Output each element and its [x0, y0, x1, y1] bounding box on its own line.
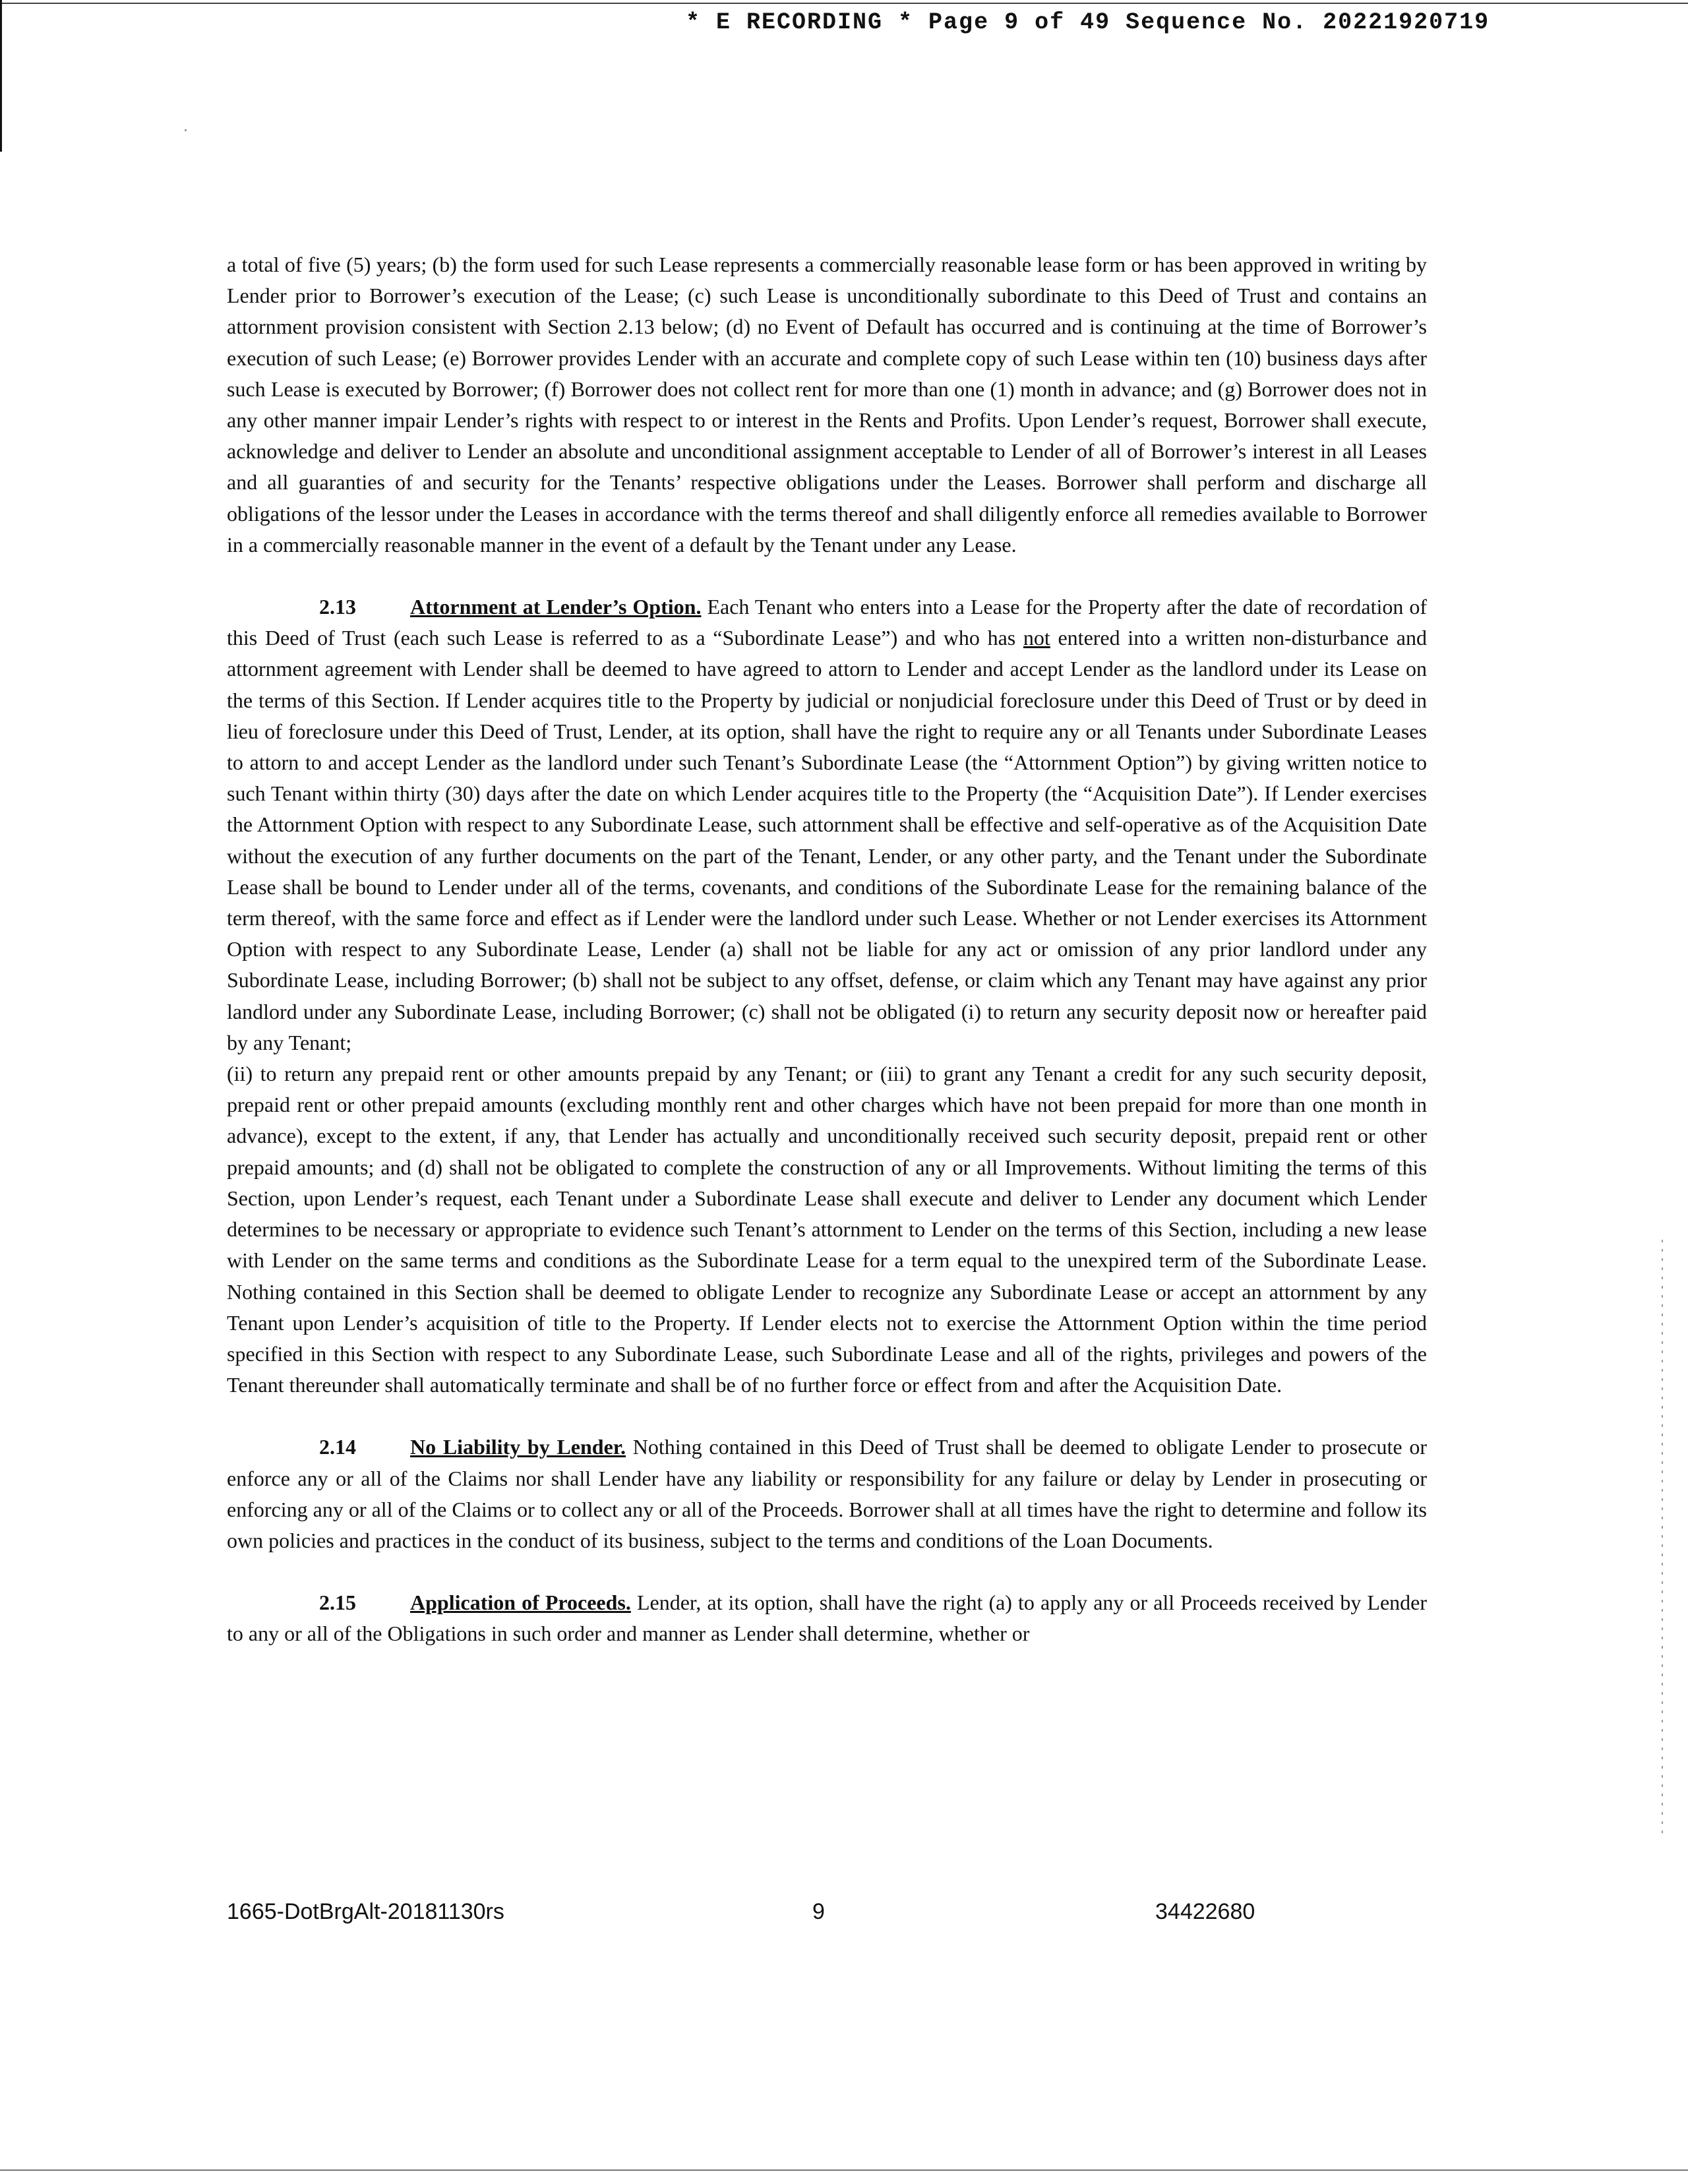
section-number: 2.15 — [319, 1591, 356, 1615]
section-2-15 — [227, 1587, 1427, 1649]
section-title: Attornment at Lender’s Option. — [410, 595, 702, 619]
recording-header: * E RECORDING * Page 9 of 49 Sequence No. 20221920719 — [686, 9, 1490, 36]
section-2-13 — [227, 592, 1427, 1058]
left-scan-edge — [0, 0, 2, 152]
section-text: Lender, at its option, shall have the right (a) to apply any or all Proceeds received by Lender to any or all of the Obligations in such order and manner as Lender shall determine, whether or — [227, 1591, 1428, 1646]
intro-paragraph: a total of five (5) years; (b) the form used for such Lease represents a commercially reasonable lease form or has been approved in writing by Lender prior to Borrower’s execution of the Lease; (c) such Lease is unconditionally subordinate to this Deed of Trust and contains an attornment provision consistent with Section 2.13 below; (d) no Event of Default has occurred and is continuing at the time of Borrower’s execution of such Lease; (e) Borrower provides Lender with an accurate and complete copy of such Lease within ten (10) business days after such Lease is executed by Borrower; (f) Borrower does not collect rent for more than one (1) month in advance; and (g) Borrower does not in any other manner impair Lender’s rights with respect to or interest in the Rents and Profits. Upon Lender’s request, Borrower shall execute, acknowledge and deliver to Lender an absolute and unconditional assignment acceptable to Lender of all of Borrower’s interest in all Leases and all guaranties of and security for the Tenants’ respective obligations under the Leases. Borrower shall perform and discharge all obligations of the lessor under the Leases in accordance with the terms thereof and shall diligently enforce all remedies available to Borrower in a commercially reasonable manner in the event of a default by the Tenant under any Lease. — [227, 253, 1427, 557]
section-2-13-continuation: (ii) to return any prepaid rent or other amounts prepaid by any Tenant; or (iii) to grant any Tenant a credit for any such security deposit, prepaid rent or other prepaid amounts (excluding monthly rent and other charges which have not been prepaid for more than one month in advance), except to the extent, if any, that Lender has actually and unconditionally received such security deposit, prepaid rent or other prepaid amounts; and (d) shall not be obligated to complete the construction of any or all Improvements. Without limiting the terms of this Section, upon Lender’s request, each Tenant under a Subordinate Lease shall execute and deliver to Lender any document which Lender determines to be necessary or appropriate to evidence such Tenant’s attornment to Lender on the terms of this Section, including a new lease with Lender on the same terms and conditions as the Subordinate Lease for a term equal to the unexpired term of the Subordinate Lease. Nothing contained in this Section shall be deemed to obligate Lender to recognize any Subordinate Lease or accept an attornment by any Tenant upon Lender’s acquisition of title to the Property. If Lender elects not to exercise the Attornment Option within the time period specified in this Section with respect to any Subordinate Lease, such Subordinate Lease and all of the rights, privileges and powers of the Tenant thereunder shall automatically terminate and shall be of no further force or effect from and after the Acquisition Date. — [227, 1062, 1427, 1397]
footer-doc-id: 34422680 — [1155, 1899, 1255, 1924]
section-number: 2.13 — [319, 595, 356, 619]
document-body — [227, 249, 1427, 1681]
footer-page-number: 9 — [812, 1899, 825, 1924]
footer-doc-code: 1665-DotBrgAlt-20181130rs — [227, 1899, 504, 1924]
section-number: 2.14 — [319, 1435, 356, 1459]
section-title: No Liability by Lender. — [410, 1435, 626, 1459]
underlined-word: not — [1023, 626, 1050, 650]
section-text: Each Tenant who enters into a Lease for the Property after the date of recordation of this Deed of Trust (each such Lease is referred to as a “Subordinate Lease”) and who has — [227, 595, 1428, 650]
bottom-scan-rule — [0, 2169, 1688, 2171]
scan-speck — [185, 129, 187, 131]
section-text: entered into a written non-disturbance and attornment agreement with Lender shall be deemed to have agreed to attorn to Lender and accept Lender as the landlord under its Lease on the terms of this Section. If Lender acquires title to the Property by judicial or nonjudicial foreclosure under this Deed of Trust or by deed in lieu of foreclosure under this Deed of Trust, Lender, at its option, shall have the right to require any or all Tenants under Subordinate Leases to attorn to and accept Lender as the landlord under such Tenant’s Subordinate Lease (the “Attornment Option”) by giving written notice to such Tenant within thirty (30) days after the date on which Lender acquires title to the Property (the “Acquisition Date”). If Lender exercises the Attornment Option with respect to any Subordinate Lease, such attornment shall be effective and self-operative as of the Acquisition Date without the execution of any further documents on the part of the Tenant, Lender, or any other party, and the Tenant under the Subordinate Lease shall be bound to Lender under all of the terms, covenants, and conditions of the Subordinate Lease for the remaining balance of the term thereof, with the same force and effect as if Lender were the landlord under such Lease. Whether or not Lender exercises its Attornment Option with respect to any Subordinate Lease, Lender (a) shall not be liable for any act or omission of any prior landlord under any Subordinate Lease, including Borrower; (b) shall not be subject to any offset, defense, or claim which any Tenant may have against any prior landlord under any Subordinate Lease, including Borrower; (c) shall not be obligated (i) to return any security deposit now or hereafter paid by any Tenant; — [227, 626, 1428, 1054]
section-text: Nothing contained in this Deed of Trust shall be deemed to obligate Lender to prosecute or enforce any or all of the Claims nor shall Lender have any liability or responsibility for any failure or delay by Lender in prosecuting or enforcing any or all of the Claims or to collect any or all of the Proceeds. Borrower shall at all times have the right to determine and follow its own policies and practices in the conduct of its business, subject to the terms and conditions of the Loan Documents. — [227, 1435, 1428, 1552]
section-title: Application of Proceeds. — [410, 1591, 631, 1615]
section-2-14 — [227, 1432, 1427, 1556]
scan-edge-dots — [1662, 1240, 1663, 1833]
top-scan-rule — [0, 3, 1688, 4]
